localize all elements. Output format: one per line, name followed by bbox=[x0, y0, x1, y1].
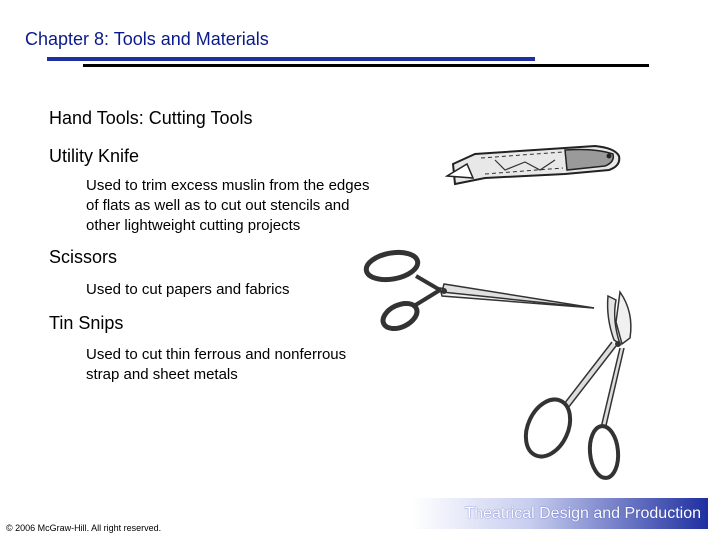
section-heading: Hand Tools: Cutting Tools bbox=[49, 108, 253, 128]
footer-title: Theatrical Design and Production bbox=[464, 505, 701, 522]
desc-line: of flats as well as to cut out stencils and bbox=[86, 197, 350, 214]
tool-name-utility-knife: Utility Knife bbox=[49, 146, 140, 166]
tool-desc-tin-snips bbox=[86, 345, 346, 385]
desc-line: other lightweight cutting projects bbox=[86, 217, 301, 234]
slide-header-title: Chapter 8: Tools and Materials bbox=[25, 29, 269, 49]
tool-desc-utility-knife bbox=[86, 176, 369, 236]
copyright-notice: © 2006 McGraw-Hill. All right reserved. bbox=[6, 523, 162, 533]
desc-line: strap and sheet metals bbox=[86, 366, 238, 383]
tool-name-scissors: Scissors bbox=[49, 247, 118, 267]
desc-line: Used to cut papers and fabrics bbox=[86, 281, 290, 298]
header-rule-black bbox=[83, 64, 649, 67]
desc-line: Used to trim excess muslin from the edges bbox=[86, 177, 370, 194]
tool-desc-scissors bbox=[86, 280, 289, 300]
utility-knife-icon bbox=[445, 140, 625, 195]
desc-line: Used to cut thin ferrous and nonferrous bbox=[86, 346, 347, 363]
header-rule-blue bbox=[47, 57, 535, 61]
tin-snips-icon bbox=[508, 282, 658, 482]
tool-name-tin-snips: Tin Snips bbox=[49, 313, 124, 333]
